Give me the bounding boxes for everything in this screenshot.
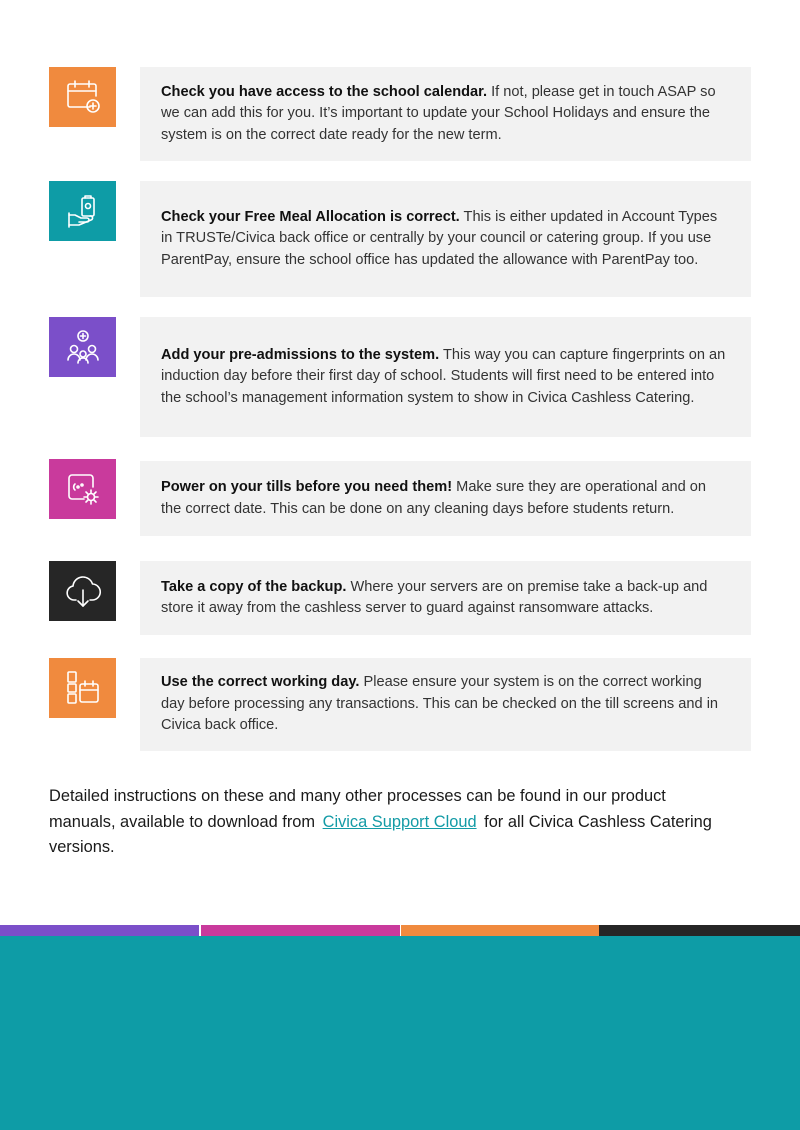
checklist-text — [161, 477, 727, 520]
checklist-body: Where your servers are on premise take a back-up and store it away from the cashless server to guard against ransomware attacks. — [161, 578, 708, 616]
icon-tile — [49, 561, 116, 621]
icon-tile — [49, 658, 116, 718]
checklist-body: Make sure they are operational and on the correct date. This can be done on any cleaning days before students return. — [161, 479, 707, 517]
support-cloud-link[interactable]: Civica Support Cloud — [322, 812, 477, 831]
checklist-text — [161, 207, 727, 272]
icon-tile — [49, 181, 116, 241]
instructions-paragraph — [49, 784, 729, 861]
cloud-download-icon — [63, 571, 103, 611]
checklist-text — [161, 82, 727, 147]
checklist-card — [140, 317, 751, 437]
checklist-text — [161, 577, 727, 620]
checklist-body: If not, please get in touch ASAP so we can add this for you. It’s important to update your School Holidays and ensure the system is on the correct date ready for the new term. — [161, 83, 716, 143]
checklist-card — [140, 658, 751, 751]
icon-tile — [49, 317, 116, 377]
checklist-body: Please ensure your system is on the correct working day before processing any transactions. This can be checked on the till screens and in Civica back office. — [161, 674, 719, 734]
checklist-title: Check your Free Meal Allocation is correct. — [161, 208, 460, 225]
meal-hand-icon — [63, 191, 103, 231]
instructions-text-before: Detailed instructions on these and many other processes can be found in our product manuals, available to download from — [49, 787, 666, 831]
checklist-text — [161, 672, 727, 737]
users-add-icon — [63, 327, 103, 367]
till-settings-icon — [63, 469, 103, 509]
stripe-orange — [401, 925, 599, 936]
icon-tile — [49, 67, 116, 127]
stripe-dark — [599, 925, 800, 936]
checklist-card — [140, 461, 751, 536]
checklist-title: Power on your tills before you need them! — [161, 479, 453, 495]
checklist-body: This way you can capture fingerprints on an induction day before their first day of school. Students will first need to be entered into the school’s management information system to show in Civica Cashless Catering. — [161, 346, 726, 406]
footer-band — [0, 936, 800, 1130]
icon-tile — [49, 459, 116, 519]
checklist-card — [140, 67, 751, 161]
checklist-card — [140, 561, 751, 635]
checklist-body: This is either updated in Account Types in TRUSTe/Civica back office or centrally by your council or catering group. If you use ParentPay, ensure the school office has updated the allowance with ParentPay too. — [161, 208, 718, 268]
checklist-title: Take a copy of the backup. — [161, 578, 347, 595]
calendar-add-icon — [63, 77, 103, 117]
stripe-purple — [0, 925, 199, 936]
instructions-text-after: for all Civica Cashless Catering versions. — [49, 812, 712, 856]
checklist-text — [161, 345, 727, 410]
working-day-calendar-icon — [63, 668, 103, 708]
checklist-title: Check you have access to the school calendar. — [161, 83, 488, 100]
checklist-title: Use the correct working day. — [161, 674, 360, 691]
checklist-card — [140, 181, 751, 297]
checklist-title: Add your pre-admissions to the system. — [161, 346, 440, 363]
stripe-magenta — [201, 925, 400, 936]
